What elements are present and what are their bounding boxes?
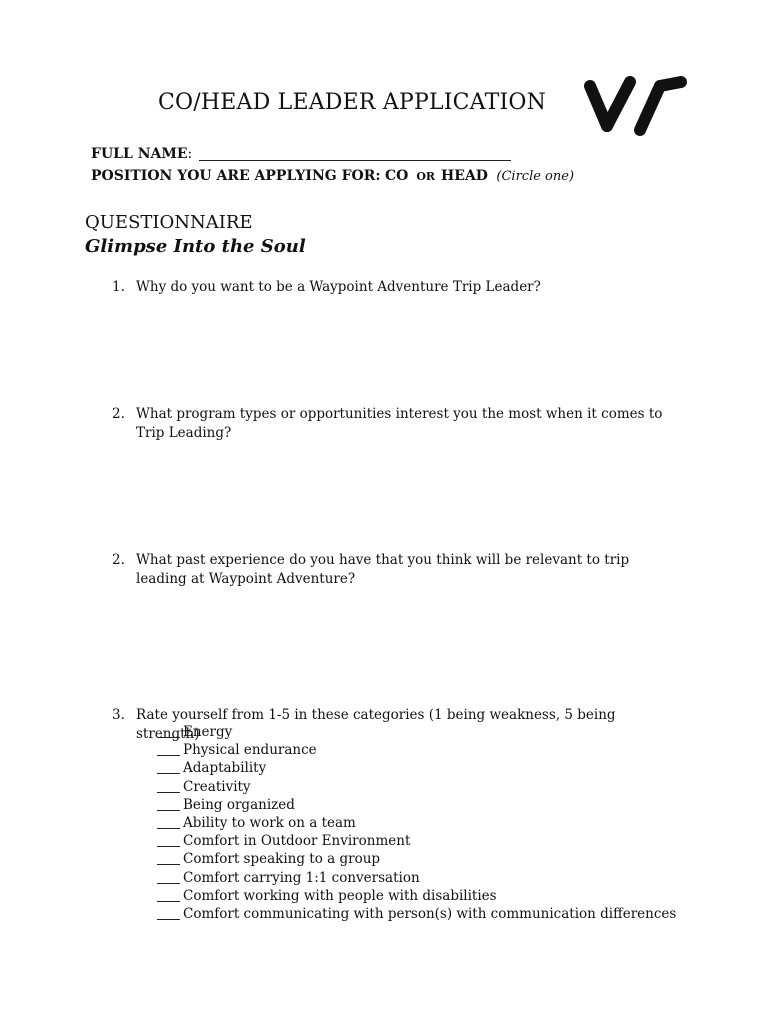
question-number: 1. xyxy=(112,279,125,295)
rating-category-label: Comfort carrying 1:1 conversation xyxy=(183,869,420,886)
questionnaire-heading: QUESTIONNAIRE xyxy=(85,212,253,233)
question-text: Why do you want to be a Waypoint Adventure Trip Leader? xyxy=(136,279,541,295)
rating-category-label: Energy xyxy=(183,724,233,740)
circle-one-note: (Circle one) xyxy=(496,169,575,184)
rating-row xyxy=(157,778,676,796)
rating-row xyxy=(157,869,676,887)
rating-category-label: Adaptability xyxy=(183,760,267,777)
rating-blank-field[interactable] xyxy=(157,834,180,847)
full-name-field[interactable] xyxy=(199,146,511,161)
rating-row xyxy=(157,814,676,832)
question-text: What program types or opportunities interest you the most when it comes to Trip Leading? xyxy=(136,406,663,441)
rating-blank-field[interactable] xyxy=(157,798,180,811)
page-title: CO/HEAD LEADER APPLICATION xyxy=(158,90,547,115)
rating-blank-field[interactable] xyxy=(157,761,180,774)
rating-blank-field[interactable] xyxy=(157,852,180,865)
rating-row xyxy=(157,741,676,759)
rating-blank-field[interactable] xyxy=(157,889,180,902)
rating-category-label: Being organized xyxy=(183,796,295,813)
rating-blank-field[interactable] xyxy=(157,816,180,829)
rating-blank-field[interactable] xyxy=(157,871,180,884)
questionnaire-subheading: Glimpse Into the Soul xyxy=(85,236,306,257)
rating-category-label: Comfort speaking to a group xyxy=(183,851,381,868)
rating-blank-field[interactable] xyxy=(157,907,180,920)
question-text: What past experience do you have that you think will be relevant to trip leading at Waypoint Adventure? xyxy=(136,552,630,587)
rating-row xyxy=(157,850,676,868)
full-name-colon: : xyxy=(187,146,193,162)
position-row xyxy=(91,168,574,184)
rating-category-label: Comfort in Outdoor Environment xyxy=(183,833,411,850)
rating-category-label: Physical endurance xyxy=(183,742,317,759)
full-name-row xyxy=(91,146,511,162)
rating-category-label: Comfort communicating with person(s) with communication differences xyxy=(183,906,677,923)
position-option-head[interactable]: HEAD xyxy=(441,168,488,184)
question-text: Rate yourself from 1-5 in these categories (1 being weakness, 5 being strength) xyxy=(136,707,616,742)
position-label: POSITION YOU ARE APPLYING FOR: xyxy=(91,168,381,184)
rating-blank-field[interactable] xyxy=(157,780,180,793)
question-number: 2. xyxy=(112,406,125,422)
rating-category-label: Comfort working with people with disabilities xyxy=(183,887,497,904)
rating-row xyxy=(157,796,676,814)
rating-row xyxy=(157,887,676,905)
rating-blank-field[interactable] xyxy=(157,725,180,738)
full-name-label: FULL NAME xyxy=(91,146,188,162)
rating-row xyxy=(157,723,676,741)
position-or-word: OR xyxy=(416,170,436,183)
rating-row xyxy=(157,759,676,777)
waypoint-w-logo-icon xyxy=(582,74,690,140)
rating-row xyxy=(157,832,676,850)
rating-row xyxy=(157,905,676,923)
rating-blank-field[interactable] xyxy=(157,743,180,756)
rating-category-label: Ability to work on a team xyxy=(183,815,356,832)
rating-list xyxy=(157,723,676,923)
question-number: 2. xyxy=(112,552,125,568)
position-option-co[interactable]: CO xyxy=(384,168,409,184)
rating-category-label: Creativity xyxy=(183,778,251,795)
question-number: 3. xyxy=(112,707,125,723)
